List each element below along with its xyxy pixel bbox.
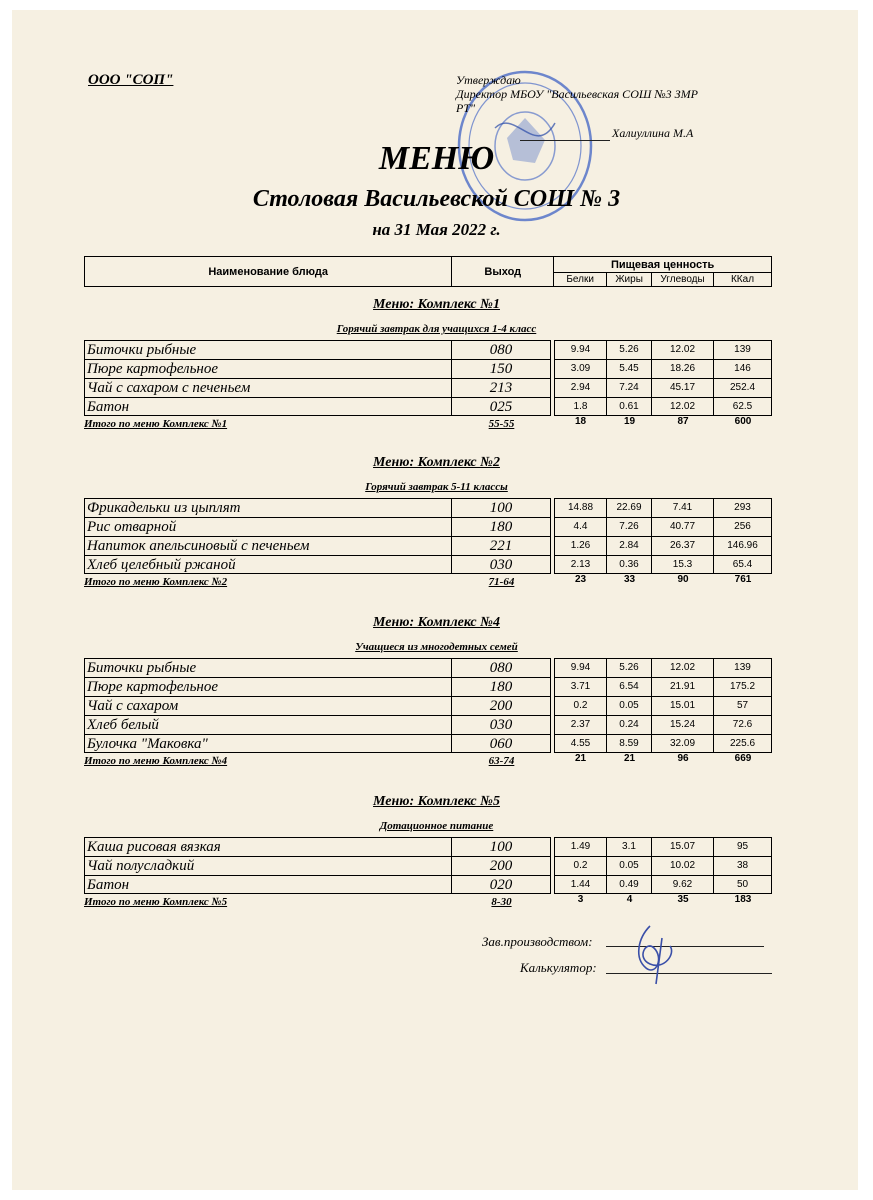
- table-header: [84, 256, 772, 287]
- table-row: [84, 397, 772, 416]
- dish-output: 180: [452, 677, 551, 696]
- dish-output: 025: [452, 397, 551, 416]
- dish-kcal: 252.4: [714, 378, 772, 397]
- total-kcal: 183: [734, 894, 752, 905]
- table-row: [84, 536, 772, 555]
- dish-carbs: 15.3: [652, 555, 714, 574]
- dish-fats: 7.24: [607, 378, 652, 397]
- dish-fats: 0.05: [607, 696, 652, 715]
- dish-proteins: 2.13: [554, 555, 607, 574]
- dish-fats: 3.1: [607, 837, 652, 856]
- total-fats: 33: [623, 574, 636, 585]
- total-output: 55-55: [488, 418, 515, 430]
- dish-proteins: 1.44: [554, 875, 607, 894]
- dish-carbs: 45.17: [652, 378, 714, 397]
- dish-name: Пюре картофельное: [84, 677, 452, 696]
- dish-proteins: 4.4: [554, 517, 607, 536]
- dish-fats: 0.49: [607, 875, 652, 894]
- calculator-label: Калькулятор:: [520, 960, 597, 975]
- dish-carbs: 12.02: [652, 340, 714, 359]
- table-row: [84, 837, 772, 856]
- dish-carbs: 15.01: [652, 696, 714, 715]
- total-row: [84, 896, 772, 910]
- dish-fats: 7.26: [607, 517, 652, 536]
- total-proteins: 21: [574, 753, 587, 764]
- page-title: МЕНЮ: [378, 140, 495, 177]
- section-subtitle: Горячий завтрак 5-11 классы: [365, 481, 508, 493]
- dish-carbs: 15.07: [652, 837, 714, 856]
- dish-name: Биточки рыбные: [84, 658, 452, 677]
- section-title: Меню: Комплекс №1: [373, 297, 500, 312]
- dish-name: Фрикадельки из цыплят: [84, 498, 452, 517]
- dish-fats: 22.69: [607, 498, 652, 517]
- section-title: Меню: Комплекс №2: [373, 455, 500, 470]
- dish-fats: 0.05: [607, 856, 652, 875]
- dish-fats: 0.61: [607, 397, 652, 416]
- dish-kcal: 65.4: [714, 555, 772, 574]
- total-output: 8-30: [491, 896, 512, 908]
- dish-carbs: 40.77: [652, 517, 714, 536]
- total-output: 63-74: [488, 755, 515, 767]
- dish-name: Батон: [84, 875, 452, 894]
- dish-name: Хлеб белый: [84, 715, 452, 734]
- dish-kcal: 38: [714, 856, 772, 875]
- menu-date: на 31 Мая 2022 г.: [372, 220, 501, 239]
- dish-fats: 5.45: [607, 359, 652, 378]
- dish-name: Напиток апельсиновый с печеньем: [84, 536, 452, 555]
- dish-output: 100: [452, 837, 551, 856]
- header-kcal: ККал: [714, 273, 772, 287]
- dish-proteins: 0.2: [554, 856, 607, 875]
- dish-output: 150: [452, 359, 551, 378]
- total-label: Итого по меню Комплекс №5: [84, 896, 228, 908]
- production-head-label: Зав.производством:: [482, 934, 593, 949]
- table-row: [84, 498, 772, 517]
- approval-line-2: Директор МБОУ "Васильевская СОШ №3 ЗМР: [456, 87, 698, 101]
- total-fats: 21: [623, 753, 636, 764]
- dish-kcal: 72.6: [714, 715, 772, 734]
- total-output: 71-64: [488, 576, 515, 588]
- dish-output: 080: [452, 658, 551, 677]
- dish-proteins: 9.94: [554, 340, 607, 359]
- total-carbs: 90: [677, 574, 689, 585]
- dish-fats: 2.84: [607, 536, 652, 555]
- dish-proteins: 2.37: [554, 715, 607, 734]
- total-fats: 19: [623, 416, 636, 427]
- signature-scribble-icon: [620, 918, 690, 988]
- total-proteins: 3: [577, 894, 584, 905]
- table-row: [84, 555, 772, 574]
- dish-output: 221: [452, 536, 551, 555]
- dish-fats: 6.54: [607, 677, 652, 696]
- total-kcal: 600: [734, 416, 752, 427]
- dish-fats: 5.26: [607, 658, 652, 677]
- total-carbs: 35: [677, 894, 689, 905]
- table-row: [84, 677, 772, 696]
- dish-carbs: 12.02: [652, 658, 714, 677]
- dish-name: Батон: [84, 397, 452, 416]
- header-fats: Жиры: [607, 273, 652, 287]
- dish-kcal: 175.2: [714, 677, 772, 696]
- dish-carbs: 7.41: [652, 498, 714, 517]
- total-proteins: 18: [574, 416, 587, 427]
- section-title: Меню: Комплекс №5: [373, 794, 500, 809]
- table-row: [84, 658, 772, 677]
- dish-output: 100: [452, 498, 551, 517]
- total-proteins: 23: [574, 574, 587, 585]
- dish-carbs: 32.09: [652, 734, 714, 753]
- dish-kcal: 62.5: [714, 397, 772, 416]
- dish-name: Биточки рыбные: [84, 340, 452, 359]
- table-row: [84, 856, 772, 875]
- dish-kcal: 95: [714, 837, 772, 856]
- dish-kcal: 139: [714, 658, 772, 677]
- section-title: Меню: Комплекс №4: [373, 615, 500, 630]
- dish-carbs: 12.02: [652, 397, 714, 416]
- total-row: [84, 576, 772, 590]
- dish-proteins: 3.71: [554, 677, 607, 696]
- approval-line-1: Утверждаю: [456, 73, 521, 87]
- organization-name: ООО "СОП": [88, 72, 174, 88]
- table-row: [84, 734, 772, 753]
- header-dish: Наименование блюда: [85, 257, 452, 287]
- dish-output: 080: [452, 340, 551, 359]
- dish-output: 030: [452, 555, 551, 574]
- dish-proteins: 3.09: [554, 359, 607, 378]
- page-subtitle: Столовая Васильевской СОШ № 3: [252, 186, 621, 212]
- total-carbs: 96: [677, 753, 689, 764]
- total-row: [84, 418, 772, 432]
- dish-kcal: 225.6: [714, 734, 772, 753]
- header-carbs: Углеводы: [652, 273, 714, 287]
- dish-proteins: 1.49: [554, 837, 607, 856]
- dish-kcal: 146: [714, 359, 772, 378]
- dish-fats: 0.24: [607, 715, 652, 734]
- table-row: [84, 359, 772, 378]
- table-row: [84, 340, 772, 359]
- dish-output: 200: [452, 696, 551, 715]
- dish-kcal: 256: [714, 517, 772, 536]
- total-kcal: 669: [734, 753, 752, 764]
- dish-output: 020: [452, 875, 551, 894]
- dish-carbs: 10.02: [652, 856, 714, 875]
- dish-output: 200: [452, 856, 551, 875]
- dish-proteins: 4.55: [554, 734, 607, 753]
- total-carbs: 87: [677, 416, 689, 427]
- total-label: Итого по меню Комплекс №1: [84, 418, 228, 430]
- table-row: [84, 715, 772, 734]
- dish-proteins: 14.88: [554, 498, 607, 517]
- total-row: [84, 755, 772, 769]
- dish-kcal: 50: [714, 875, 772, 894]
- dish-output: 030: [452, 715, 551, 734]
- dish-proteins: 1.26: [554, 536, 607, 555]
- dish-fats: 0.36: [607, 555, 652, 574]
- dish-name: Чай с сахаром с печеньем: [84, 378, 452, 397]
- header-nutrition: Пищевая ценность: [554, 257, 772, 273]
- dish-name: Каша рисовая вязкая: [84, 837, 452, 856]
- dish-proteins: 9.94: [554, 658, 607, 677]
- dish-name: Булочка "Маковка": [84, 734, 452, 753]
- section-subtitle: Дотационное питание: [379, 820, 494, 832]
- approval-block: [456, 73, 756, 115]
- dish-output: 060: [452, 734, 551, 753]
- dish-kcal: 293: [714, 498, 772, 517]
- dish-proteins: 0.2: [554, 696, 607, 715]
- dish-fats: 8.59: [607, 734, 652, 753]
- approval-line-3: РТ": [456, 101, 476, 115]
- approver-name: Халиуллина М.А: [612, 126, 694, 140]
- dish-proteins: 1.8: [554, 397, 607, 416]
- total-label: Итого по меню Комплекс №4: [84, 755, 228, 767]
- dish-carbs: 21.91: [652, 677, 714, 696]
- table-row: [84, 696, 772, 715]
- dish-carbs: 26.37: [652, 536, 714, 555]
- dish-proteins: 2.94: [554, 378, 607, 397]
- table-row: [84, 875, 772, 894]
- total-label: Итого по меню Комплекс №2: [84, 576, 228, 588]
- dish-name: Хлеб целебный ржаной: [84, 555, 452, 574]
- section-subtitle: Горячий завтрак для учащихся 1-4 класс: [336, 323, 537, 335]
- dish-fats: 5.26: [607, 340, 652, 359]
- dish-carbs: 9.62: [652, 875, 714, 894]
- dish-kcal: 57: [714, 696, 772, 715]
- dish-output: 180: [452, 517, 551, 536]
- header-output: Выход: [452, 257, 554, 287]
- total-fats: 4: [626, 894, 633, 905]
- dish-carbs: 15.24: [652, 715, 714, 734]
- total-kcal: 761: [734, 574, 752, 585]
- section-subtitle: Учащиеся из многодетных семей: [355, 641, 518, 653]
- dish-carbs: 18.26: [652, 359, 714, 378]
- table-row: [84, 517, 772, 536]
- dish-name: Чай с сахаром: [84, 696, 452, 715]
- dish-output: 213: [452, 378, 551, 397]
- table-row: [84, 378, 772, 397]
- header-proteins: Белки: [554, 273, 607, 287]
- dish-kcal: 146.96: [714, 536, 772, 555]
- dish-kcal: 139: [714, 340, 772, 359]
- dish-name: Рис отварной: [84, 517, 452, 536]
- dish-name: Чай полусладкий: [84, 856, 452, 875]
- dish-name: Пюре картофельное: [84, 359, 452, 378]
